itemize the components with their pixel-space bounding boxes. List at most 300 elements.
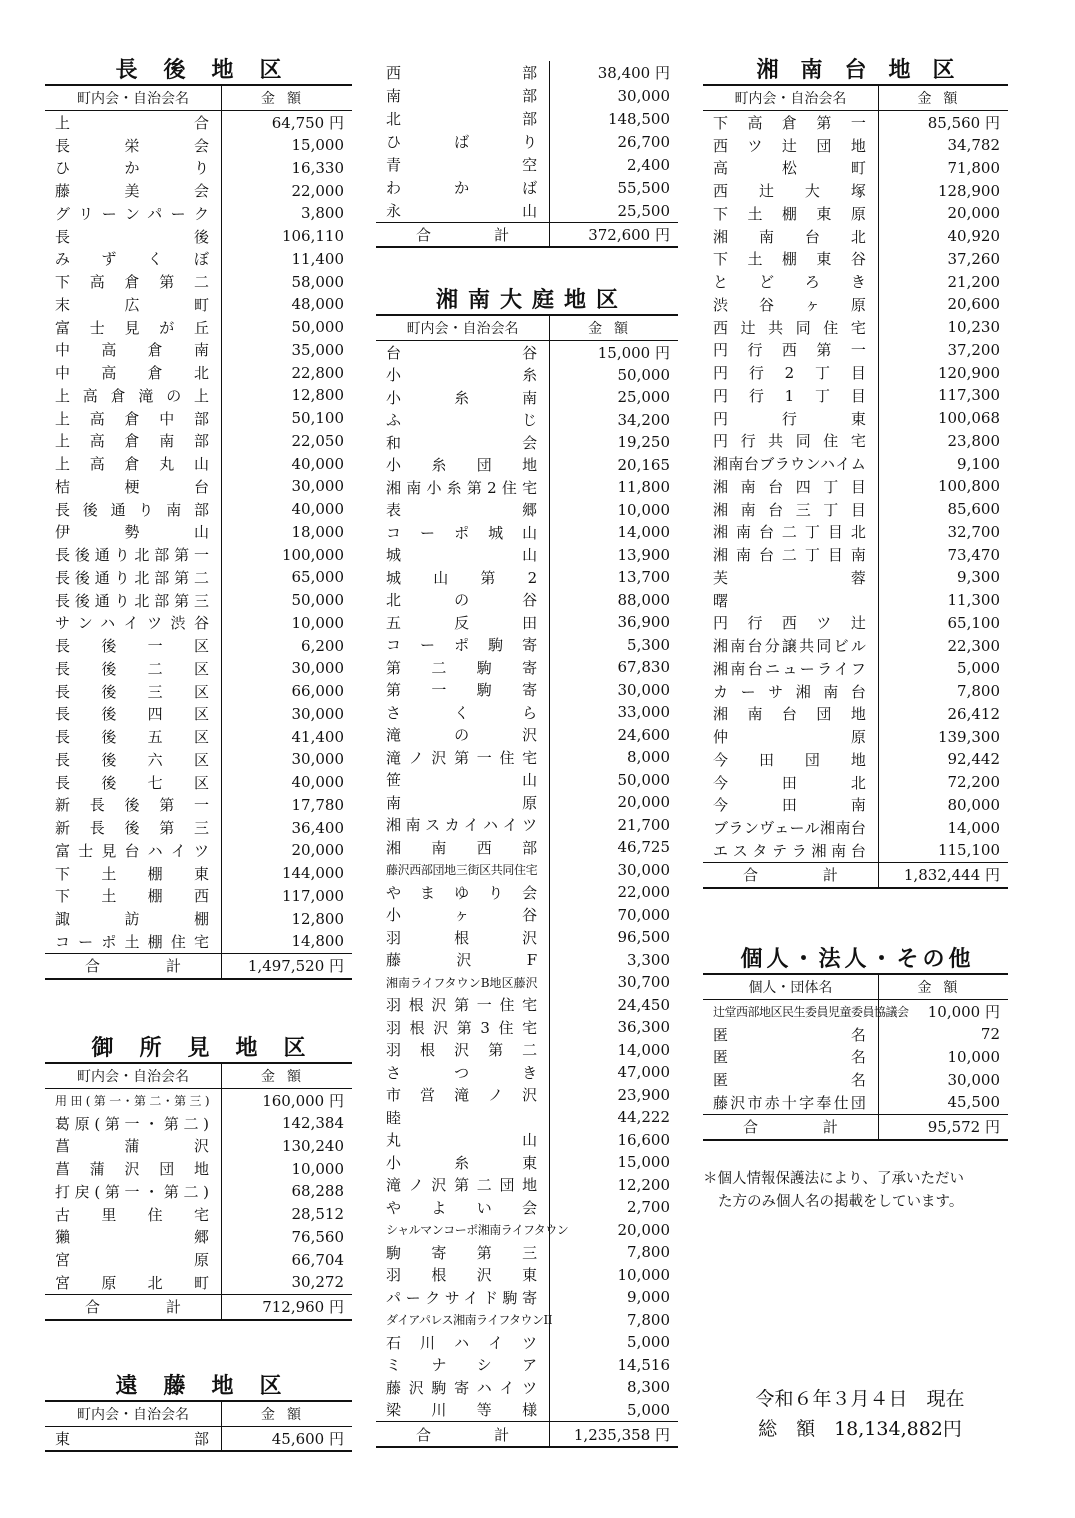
table-row	[376, 881, 678, 904]
org-name: 石川ハイツ	[376, 1331, 550, 1354]
amount: 70,000	[617, 905, 670, 924]
grand-total: 総 額 18,134,882円	[758, 1418, 962, 1440]
amount: 7,800	[627, 1310, 670, 1329]
section-endo-continued	[376, 61, 678, 248]
org-name: 羽根沢東	[376, 1264, 550, 1287]
total-row	[703, 1114, 1008, 1140]
table-row	[376, 1264, 678, 1287]
amount: 160,000 円	[262, 1091, 344, 1110]
total-amount: 712,960 円	[222, 1294, 352, 1320]
amount: 85,560 円	[927, 113, 1000, 132]
org-name: 小ヶ谷	[376, 904, 550, 927]
org-name: 匿名	[703, 1068, 878, 1091]
org-name: 匿名	[703, 1023, 878, 1046]
amount: 30,000	[291, 750, 344, 769]
org-name: 下土棚東谷	[703, 248, 878, 271]
table-row	[703, 179, 1008, 202]
org-name: 宮原	[45, 1248, 222, 1271]
as-of-date: 令和６年３月４日 現在	[755, 1388, 965, 1410]
org-name: 高松町	[703, 157, 878, 180]
table-row	[376, 566, 678, 589]
amount: 40,000	[291, 500, 344, 519]
table-row	[703, 771, 1008, 794]
table-row	[376, 1016, 678, 1039]
amount: 22,800	[291, 363, 344, 382]
amount: 14,516	[617, 1355, 670, 1374]
table-row	[45, 179, 352, 202]
org-name: 湘南台二丁目南	[703, 543, 878, 566]
org-name: 小糸	[376, 364, 550, 387]
table-row	[45, 1248, 352, 1271]
org-name: 羽根沢第3住宅	[376, 1016, 550, 1039]
header-name: 個人・団体名	[703, 974, 878, 1000]
org-name: 表郷	[376, 499, 550, 522]
amount: 30,000	[617, 86, 670, 105]
amount: 117,300	[937, 386, 1000, 405]
org-name: 今田北	[703, 771, 878, 794]
org-name: 長後通り北部第二	[45, 566, 222, 589]
amount: 15,000	[291, 136, 344, 155]
org-name: 円行西ツ辻	[703, 612, 878, 635]
org-name: 睦	[376, 1106, 550, 1129]
org-name: 円行共同住宅	[703, 430, 878, 453]
amount: 11,300	[947, 591, 1000, 610]
table-row	[376, 1399, 678, 1422]
table-row	[45, 748, 352, 771]
table-row	[45, 498, 352, 521]
amount: 80,000	[947, 795, 1000, 814]
table-row	[45, 225, 352, 248]
table-row	[45, 1135, 352, 1158]
amount: 30,700	[617, 973, 670, 992]
table-row	[703, 543, 1008, 566]
table-row	[45, 202, 352, 225]
org-name: 打戻(第一・第二)	[45, 1180, 222, 1203]
table-row	[45, 316, 352, 339]
org-name: 下土棚西	[45, 885, 222, 908]
header-name: 町内会・自治会名	[376, 315, 550, 341]
table-row	[703, 248, 1008, 271]
amount: 148,500	[607, 109, 670, 128]
org-name: 第一駒寄	[376, 679, 550, 702]
section-chogo	[45, 56, 352, 980]
amount: 73,470	[947, 545, 1000, 564]
org-name: 湘南スカイハイツ	[376, 814, 550, 837]
amount: 46,725	[617, 838, 670, 857]
section-title: 個人・法人・その他	[740, 946, 975, 972]
org-name: 羽根沢第二	[376, 1039, 550, 1062]
table-row	[376, 1084, 678, 1107]
amount: 2,700	[627, 1198, 670, 1217]
org-name: 上高倉南部	[45, 430, 222, 453]
table-row	[45, 361, 352, 384]
table-row	[376, 153, 678, 176]
org-name: 新長後第一	[45, 794, 222, 817]
amount: 142,384	[281, 1114, 344, 1133]
table-row	[376, 521, 678, 544]
org-name: 伊勢山	[45, 521, 222, 544]
amount: 50,000	[291, 318, 344, 337]
table-row	[45, 816, 352, 839]
table-row	[376, 1151, 678, 1174]
table-row	[45, 589, 352, 612]
table-row	[45, 703, 352, 726]
org-name: 長後三区	[45, 680, 222, 703]
org-name: 富士見台ハイツ	[45, 839, 222, 862]
org-name: 長後通り南部	[45, 498, 222, 521]
amount: 6,200	[301, 636, 344, 655]
table-row	[45, 907, 352, 930]
table-row	[703, 202, 1008, 225]
section-endo	[45, 1372, 352, 1452]
amount: 12,800	[291, 909, 344, 928]
org-name: 長後四区	[45, 703, 222, 726]
org-name: 北部	[376, 107, 550, 130]
org-name: 新長後第三	[45, 816, 222, 839]
amount: 16,330	[291, 158, 344, 177]
table-row	[703, 157, 1008, 180]
amount: 50,000	[291, 591, 344, 610]
table-header-row	[376, 315, 678, 341]
table-row	[376, 994, 678, 1017]
table-row	[45, 111, 352, 134]
amount: 23,900	[617, 1085, 670, 1104]
table-row	[45, 771, 352, 794]
donation-table	[45, 1400, 352, 1452]
table-row	[703, 634, 1008, 657]
total-label: 合計	[376, 1422, 550, 1448]
org-name: さつき	[376, 1061, 550, 1084]
org-name: 円行2丁目	[703, 361, 878, 384]
table-row	[376, 107, 678, 130]
org-name: 上高倉中部	[45, 407, 222, 430]
table-row	[703, 816, 1008, 839]
table-row	[703, 134, 1008, 157]
org-name: 桔梗台	[45, 475, 222, 498]
amount: 92,442	[947, 750, 1000, 769]
org-name: 長後通り北部第一	[45, 543, 222, 566]
table-row	[45, 452, 352, 475]
org-name: 長栄会	[45, 134, 222, 157]
amount: 14,000	[947, 818, 1000, 837]
amount: 21,200	[947, 272, 1000, 291]
amount: 22,050	[291, 431, 344, 450]
org-name: 湘南台ブラウンハイム	[703, 452, 878, 475]
total-label: 合計	[703, 1114, 878, 1140]
amount: 19,250	[617, 433, 670, 452]
amount: 8,000	[627, 748, 670, 767]
table-row	[45, 612, 352, 635]
org-name: 和会	[376, 431, 550, 454]
org-name: ひばり	[376, 130, 550, 153]
org-name: 用田(第一･第二･第三)	[45, 1089, 222, 1112]
amount: 30,000	[617, 680, 670, 699]
table-row	[376, 544, 678, 567]
donation-table	[703, 84, 1008, 889]
amount: 15,000	[617, 1153, 670, 1172]
table-row	[703, 794, 1008, 817]
amount: 65,000	[291, 568, 344, 587]
amount: 50,000	[617, 365, 670, 384]
table-row	[45, 1180, 352, 1203]
amount: 45,500	[947, 1093, 1000, 1112]
amount: 13,900	[617, 545, 670, 564]
table-row	[376, 724, 678, 747]
org-name: 長後五区	[45, 725, 222, 748]
table-row	[703, 407, 1008, 430]
org-name: 青空	[376, 153, 550, 176]
table-row	[45, 543, 352, 566]
org-name: みずくぼ	[45, 248, 222, 271]
section-shonan-oba	[376, 286, 678, 1448]
total-label: 合計	[703, 862, 878, 888]
amount: 32,700	[947, 522, 1000, 541]
table-row	[376, 1354, 678, 1377]
org-name: コーポ土棚住宅	[45, 930, 222, 953]
org-name: ミナシア	[376, 1354, 550, 1377]
table-row	[45, 407, 352, 430]
table-row	[703, 339, 1008, 362]
table-row	[376, 341, 678, 364]
table-row	[45, 430, 352, 453]
amount: 10,000	[291, 1159, 344, 1178]
amount: 9,000	[627, 1288, 670, 1307]
table-row	[45, 680, 352, 703]
table-row	[376, 679, 678, 702]
total-amount: 95,572 円	[878, 1114, 1008, 1140]
amount: 36,300	[617, 1018, 670, 1037]
org-name: 湘南台三丁目	[703, 498, 878, 521]
org-name: 藤沢西部団地三街区共同住宅	[376, 859, 550, 882]
table-row	[376, 130, 678, 153]
table-row	[376, 769, 678, 792]
amount: 117,000	[281, 886, 344, 905]
header-amount: 金額	[878, 974, 1008, 1000]
section-title: 湘南大庭地区	[435, 287, 628, 313]
amount: 26,412	[947, 704, 1000, 723]
amount: 100,000	[281, 545, 344, 564]
table-row	[45, 634, 352, 657]
amount: 72	[980, 1025, 1000, 1044]
org-name: 今田団地	[703, 748, 878, 771]
amount: 11,800	[617, 478, 670, 497]
table-header-row	[703, 974, 1008, 1000]
org-name: グリーンパーク	[45, 202, 222, 225]
table-row	[376, 1219, 678, 1242]
total-amount: 1,235,358 円	[550, 1422, 678, 1448]
amount: 41,400	[291, 727, 344, 746]
header-amount: 金額	[878, 85, 1008, 111]
org-name: 湘南ライフタウンB地区藤沢	[376, 971, 550, 994]
amount: 24,600	[617, 725, 670, 744]
amount: 139,300	[937, 727, 1000, 746]
table-row	[703, 725, 1008, 748]
section-shonandai	[703, 56, 1008, 889]
amount: 25,500	[617, 201, 670, 220]
amount: 48,000	[291, 295, 344, 314]
amount: 10,000	[617, 1265, 670, 1284]
amount: 10,000	[617, 500, 670, 519]
org-name: 匿名	[703, 1046, 878, 1069]
org-name: 滝の沢	[376, 724, 550, 747]
table-row	[376, 589, 678, 612]
total-label: 合計	[45, 953, 222, 979]
org-name: 西辻大塚	[703, 179, 878, 202]
section-title: 御所見地区	[91, 1035, 332, 1061]
table-row	[376, 1309, 678, 1332]
header-name: 町内会・自治会名	[45, 1401, 222, 1427]
org-name: ふじ	[376, 409, 550, 432]
amount: 13,700	[617, 568, 670, 587]
org-name: 下土棚東原	[703, 202, 878, 225]
amount: 47,000	[617, 1063, 670, 1082]
amount: 55,500	[617, 178, 670, 197]
amount: 30,000	[291, 477, 344, 496]
amount: 37,260	[947, 249, 1000, 268]
table-row	[45, 862, 352, 885]
org-name: 北の谷	[376, 589, 550, 612]
org-name: 五反田	[376, 611, 550, 634]
org-name: コーポ駒寄	[376, 634, 550, 657]
table-row	[376, 1241, 678, 1264]
org-name: 渋谷ヶ原	[703, 293, 878, 316]
table-row	[376, 1286, 678, 1309]
org-name: 藤沢駒寄ハイツ	[376, 1376, 550, 1399]
table-row	[376, 656, 678, 679]
org-name: 菖蒲沢	[45, 1135, 222, 1158]
table-row	[45, 475, 352, 498]
org-name: 円行東	[703, 407, 878, 430]
section-title: 長後地区	[115, 57, 308, 83]
org-name: 獺郷	[45, 1226, 222, 1249]
amount: 64,750 円	[271, 113, 344, 132]
org-name: 梁川等様	[376, 1399, 550, 1422]
table-row	[376, 836, 678, 859]
org-name: 長後六区	[45, 748, 222, 771]
table-row	[45, 384, 352, 407]
table-row	[45, 270, 352, 293]
table-row	[376, 476, 678, 499]
org-name: 藤沢市赤十字奉仕団	[703, 1091, 878, 1114]
amount: 20,000	[947, 204, 1000, 223]
privacy-note-line: た方のみ個人名の掲載をしています。	[718, 1194, 964, 1210]
org-name: ダイアパレス湘南ライフタウンII	[376, 1309, 550, 1332]
table-row	[376, 1039, 678, 1062]
org-name: 城山第2	[376, 566, 550, 589]
table-row	[376, 431, 678, 454]
amount: 7,800	[627, 1243, 670, 1262]
org-name: 長後七区	[45, 771, 222, 794]
amount: 24,450	[617, 995, 670, 1014]
table-row	[376, 949, 678, 972]
amount: 12,200	[617, 1175, 670, 1194]
table-header-row	[45, 1063, 352, 1089]
table-row	[703, 839, 1008, 862]
org-name: 長後	[45, 225, 222, 248]
table-row	[703, 384, 1008, 407]
org-name: 市営滝ノ沢	[376, 1084, 550, 1107]
org-name: ひかり	[45, 157, 222, 180]
org-name: 上高倉丸山	[45, 452, 222, 475]
org-name: 第二駒寄	[376, 656, 550, 679]
org-name: 中高倉北	[45, 361, 222, 384]
header-name: 町内会・自治会名	[45, 85, 222, 111]
table-row	[376, 84, 678, 107]
section-title: 湘南台地区	[756, 57, 977, 83]
table-row	[376, 409, 678, 432]
org-name: 円行1丁目	[703, 384, 878, 407]
table-row	[45, 134, 352, 157]
org-name: 芙蓉	[703, 566, 878, 589]
amount: 20,600	[947, 295, 1000, 314]
org-name: カーサ湘南台	[703, 680, 878, 703]
org-name: 中高倉南	[45, 339, 222, 362]
amount: 3,800	[301, 204, 344, 223]
org-name: 東部	[45, 1427, 222, 1451]
org-name: 末広町	[45, 293, 222, 316]
table-row	[45, 339, 352, 362]
amount: 44,222	[617, 1108, 670, 1127]
amount: 66,000	[291, 682, 344, 701]
amount: 17,780	[291, 795, 344, 814]
table-row	[376, 926, 678, 949]
amount: 76,560	[291, 1227, 344, 1246]
table-row	[703, 680, 1008, 703]
table-row	[703, 589, 1008, 612]
table-row	[376, 454, 678, 477]
amount: 67,830	[617, 658, 670, 677]
org-name: 台谷	[376, 341, 550, 364]
table-row	[376, 364, 678, 387]
org-name: 諏訪棚	[45, 907, 222, 930]
table-row	[376, 1196, 678, 1219]
amount: 30,000	[947, 1070, 1000, 1089]
org-name: 湘南西部	[376, 836, 550, 859]
table-row	[703, 521, 1008, 544]
total-row	[45, 953, 352, 979]
table-row	[45, 1226, 352, 1249]
amount: 26,700	[617, 132, 670, 151]
org-name: 下高倉第二	[45, 270, 222, 293]
amount: 96,500	[617, 928, 670, 947]
amount: 14,000	[617, 523, 670, 542]
org-name: 湘南台北	[703, 225, 878, 248]
donation-table	[45, 1062, 352, 1321]
table-row	[376, 701, 678, 724]
amount: 20,000	[617, 1220, 670, 1239]
org-name: 富士見が丘	[45, 316, 222, 339]
table-row	[703, 1023, 1008, 1046]
table-row	[703, 612, 1008, 635]
org-name: サンハイツ渋谷	[45, 612, 222, 635]
amount: 30,000	[617, 860, 670, 879]
table-row	[703, 1068, 1008, 1091]
org-name: 小糸南	[376, 386, 550, 409]
table-row	[376, 1331, 678, 1354]
table-row	[376, 971, 678, 994]
table-row	[703, 316, 1008, 339]
amount: 18,000	[291, 522, 344, 541]
amount: 40,000	[291, 454, 344, 473]
header-name: 町内会・自治会名	[45, 1063, 222, 1089]
org-name: 城山	[376, 544, 550, 567]
org-name: 永山	[376, 199, 550, 223]
amount: 20,000	[291, 841, 344, 860]
header-name: 町内会・自治会名	[703, 85, 878, 111]
section-individuals	[703, 945, 1008, 1141]
table-row	[45, 566, 352, 589]
table-row	[376, 386, 678, 409]
